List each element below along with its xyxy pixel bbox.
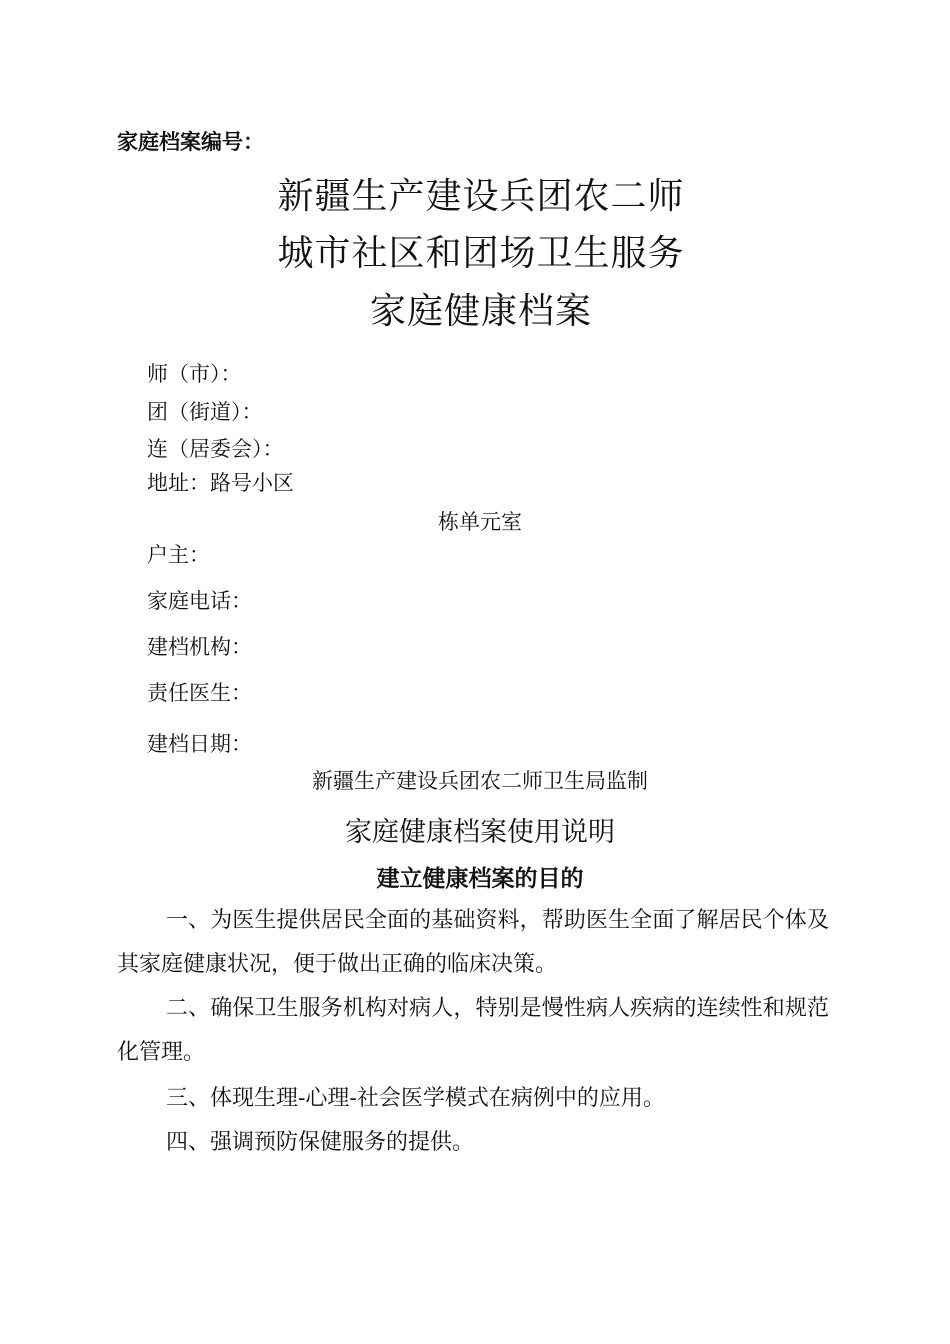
- field-institution: 建档机构：: [147, 635, 252, 659]
- field-date: 建档日期：: [147, 732, 252, 756]
- supervision-line: 新疆生产建设兵团农二师卫生局监制: [312, 769, 648, 793]
- paragraph-2: 二、确保卫生服务机构对病人，特别是慢性病人疾病的连续性和规范化管理。: [117, 996, 829, 1065]
- document-title-line-1: 新疆生产建设兵团农二师: [277, 176, 685, 217]
- document-title-line-2: 城市社区和团场卫生服务: [277, 233, 685, 274]
- field-doctor: 责任医生：: [147, 681, 252, 705]
- field-householder: 户主：: [147, 543, 210, 567]
- field-regiment: 团（街道）：: [147, 400, 263, 424]
- archive-number-label: 家庭档案编号：: [117, 130, 264, 154]
- paragraph-1: 一、为医生提供居民全面的基础资料，帮助医生全面了解居民个体及其家庭健康状况，便于做出正确的临床决策。: [117, 908, 829, 977]
- manual-title: 家庭健康档案使用说明: [345, 817, 615, 848]
- section-title: 建立健康档案的目的: [376, 866, 584, 892]
- paragraph-4: 四、强调预防保健服务的提供。: [166, 1130, 475, 1155]
- paragraph-3: 三、体现生理-心理-社会医学模式在病例中的应用。: [166, 1086, 665, 1111]
- field-address: 地址：路号小区: [147, 471, 294, 495]
- field-division: 师（市）：: [147, 362, 242, 386]
- field-company: 连（居委会）：: [147, 437, 284, 461]
- document-title-line-3: 家庭健康档案: [369, 291, 592, 332]
- field-phone: 家庭电话：: [147, 589, 252, 613]
- field-building: 栋单元室: [438, 510, 522, 534]
